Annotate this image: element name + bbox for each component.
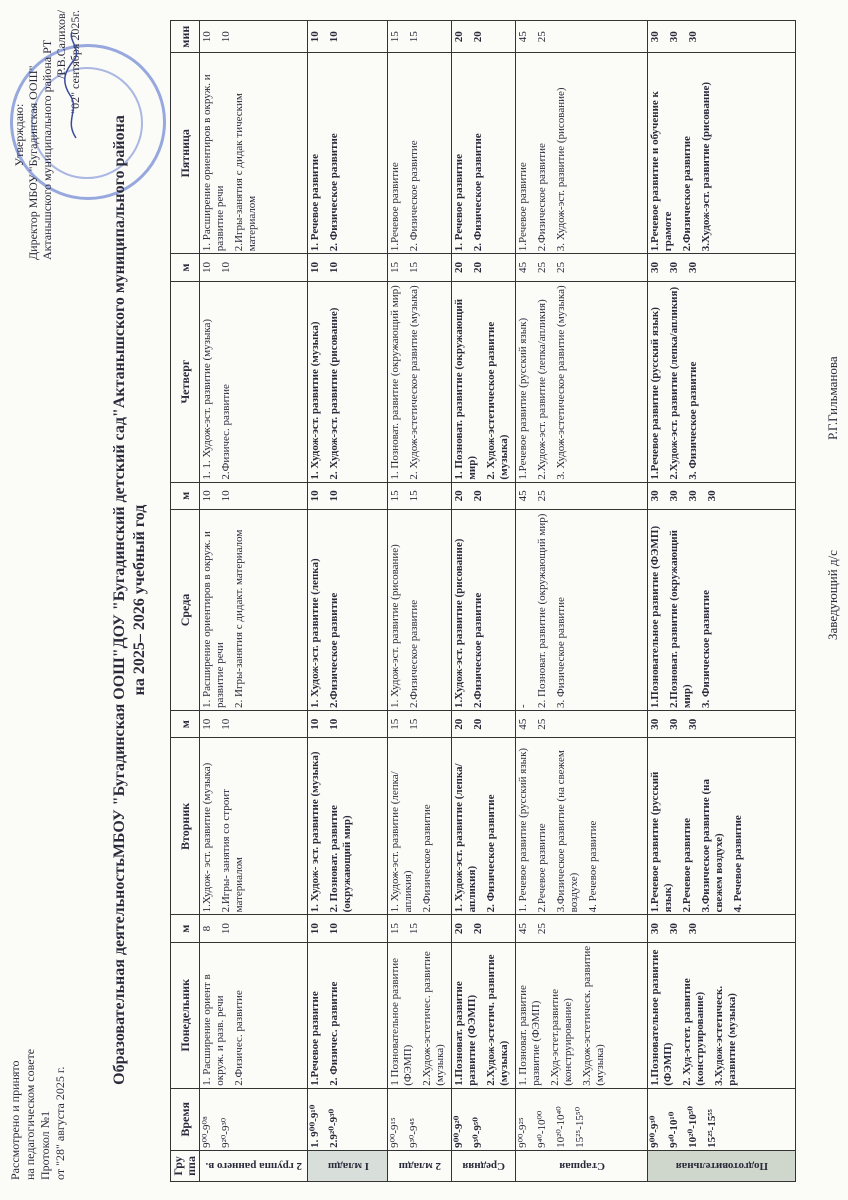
time-cell-line: 9³⁰-9⁴⁵ [408,1117,420,1148]
minutes-cell-wed-line: 15 [408,490,420,502]
time-cell [516,1088,648,1150]
schedule-table [170,20,796,1182]
time-cell-line: 9⁰⁰-9¹⁵ [389,1117,401,1148]
activity-cell-fri-line: 1. Речевое развитие [309,154,321,252]
time-cell-line: 9⁴⁰-10⁰⁰ [536,1110,548,1148]
activity-cell-tue-line: 2. Позноват. развитие (окружающий мир) [328,805,353,913]
activity-cell-mon-line: 1.Позноват. развитие развитие (ФЭМП) [453,981,478,1086]
minutes-cell-mon [200,915,308,943]
minutes-cell-thu-line: 30 [687,261,699,273]
activity-cell-mon-line: 3.Худож-эстетическ. развитие (музыка) [581,945,606,1086]
activity-cell-thu [452,281,516,482]
activity-cell-mon [516,942,648,1088]
minutes-cell-thu-line: 10 [328,261,340,273]
activity-cell-tue-line: 2.Речевое развитие [681,817,693,913]
activity-cell-mon-line: 2.Худож-эстетич. развитие (музыка) [485,954,510,1086]
minutes-cell-mon-line: 20 [472,923,484,935]
minutes-cell-fri [452,21,516,53]
activity-cell-thu-line: 3. Физическое развитие [687,361,699,480]
note-line: на педагогическом совете [23,1048,37,1180]
activity-cell-fri-line: 2. Физическое развитие [408,140,420,252]
minutes-cell-tue [648,710,796,738]
activity-cell-fri [388,53,452,254]
activity-cell-thu [648,281,796,482]
activity-cell-mon [388,942,452,1088]
minutes-cell-tue-line: 30 [687,718,699,730]
approve-line: /Р.В.Салихов/ [54,10,68,79]
activity-cell-tue [200,738,308,915]
minutes-cell-tue-line: 45 [517,718,529,730]
activity-cell-wed-line: 1. Худож-эст. развитие (лепка) [309,558,321,708]
time-cell-line: 15²⁵-15⁵⁰ [574,1106,586,1148]
table-row [308,21,388,1182]
minutes-cell-mon-line: 20 [453,923,465,935]
minutes-cell-mon [388,915,452,943]
time-cell [308,1088,388,1150]
minutes-cell-thu [452,254,516,282]
activity-cell-mon-line: 2. Худ-эстет. развитие (конструирование) [681,978,706,1086]
time-cell-line: 9⁰⁰-9⁰⁸ [201,1116,213,1148]
activity-cell-thu-line: 1.Речевое развитие (русский язык) [517,317,529,480]
activity-cell-fri-line: 3.Худож-эст. развитие (рисование) [700,81,712,252]
activity-cell-thu-line: 3. Худож-эстетическое развитие (музыка) [555,285,567,480]
note-line: Рассмотрено и принято [8,1060,22,1180]
activity-cell-wed-line: 2.Позноват. развитие (окружающий мир) [668,530,693,708]
col-header: м [171,915,200,943]
activity-cell-wed [516,510,648,711]
minutes-cell-wed [452,482,516,510]
minutes-cell-fri-line: 10 [309,31,321,43]
time-cell-line: 9⁰⁰-9³⁰ [649,1115,661,1148]
activity-cell-mon [648,942,796,1088]
time-cell-line: 9³⁰-9⁵⁰ [472,1117,484,1148]
col-header: Среда [171,510,200,711]
col-header: Вторник [171,738,200,915]
activity-cell-fri [200,53,308,254]
activity-cell-mon [452,942,516,1088]
approve-line: "02" сентября 2025г. [68,10,82,114]
time-cell-line: 9⁴⁰-10¹⁰ [668,1111,680,1148]
activity-cell-tue-line: 3.Физическое развитие (на свежем воздухе) [700,778,725,913]
activity-cell-fri-line: 2. Физическое развитие [328,133,340,252]
activity-cell-tue-line: 1.Худож- эст. развитие (музыка) [201,762,213,913]
table-row [388,21,452,1182]
activity-cell-wed-line: 1.Позновательное развитие (ФЭМП) [649,525,661,708]
minutes-cell-tue-line: 10 [328,718,340,730]
activity-cell-wed-line: 2. Позноват. развитие (окружающий мир) [536,513,548,708]
minutes-cell-mon-line: 8 [201,925,213,932]
activity-cell-fri-line: 2.Игры-занятия с дидак тическим материалом [233,93,258,252]
time-cell [200,1088,308,1150]
activity-cell-tue-line: 4. Речевое развитие [732,815,744,913]
table-row [200,21,308,1182]
minutes-cell-fri-line: 25 [536,31,548,43]
activity-cell-fri [648,53,796,254]
col-header: Понедельник [171,942,200,1088]
col-header: Пятница [171,53,200,254]
col-header: Время [171,1088,200,1150]
col-header: м [171,710,200,738]
minutes-cell-fri-line: 10 [201,31,213,43]
time-cell-line: 1. 9⁰⁰-9¹⁰ [309,1104,321,1148]
activity-cell-thu-line: 2. Худож-эстетическое развитие (музыка) [485,321,510,480]
activity-cell-mon [308,942,388,1088]
minutes-cell-wed-line: 45 [517,490,529,502]
activity-cell-mon-line: 2.Худож-эстетичес. развитие (музыка) [421,951,446,1086]
minutes-cell-fri-line: 20 [472,31,484,43]
activity-cell-mon-line: 3.Худож-эстетическ. развитие (музыка) [713,985,738,1086]
minutes-cell-tue-line: 30 [649,718,661,730]
group-name: Подготовительная [648,1150,796,1181]
col-header: Четверг [171,281,200,482]
minutes-cell-tue-line: 30 [668,718,680,730]
minutes-cell-tue-line: 15 [389,718,401,730]
minutes-cell-thu-line: 30 [649,261,661,273]
time-cell-line: 10²⁰-10⁵⁰ [687,1106,699,1148]
time-cell-line: 15²⁵-15⁵⁵ [706,1109,718,1148]
group-name: 2 группа раннего в. [200,1150,308,1181]
activity-cell-tue [648,738,796,915]
activity-cell-tue [516,738,648,915]
minutes-cell-fri [388,21,452,53]
minutes-cell-thu-line: 10 [201,261,213,273]
activity-cell-fri-line: 1. Расширение ориентиров в окруж. и развитие речи [201,74,226,252]
activity-cell-tue-line: 4. Речевое развитие [587,820,599,913]
title-line2: на 2025– 2026 учебный год [131,504,148,696]
minutes-cell-wed-line: 25 [536,490,548,502]
activity-cell-fri [516,53,648,254]
minutes-cell-mon-line: 10 [328,923,340,935]
footer-label: Заведующий д/с [825,550,840,640]
minutes-cell-fri-line: 45 [517,31,529,43]
activity-cell-thu [200,281,308,482]
minutes-cell-mon-line: 30 [668,923,680,935]
minutes-cell-mon [452,915,516,943]
minutes-cell-thu [648,254,796,282]
signature-icon [62,30,82,140]
activity-cell-tue-line: 2.Речевое развитие [536,823,548,913]
activity-cell-mon-line: 2.Физичес. развитие [233,990,245,1086]
approve-line: Утверждаю: [12,103,26,167]
minutes-cell-wed [648,482,796,510]
activity-cell-tue-line: 2.Игры- занятия со строит материалом [220,789,245,913]
minutes-cell-wed-line: 20 [453,490,465,502]
group-name: Старшая [516,1150,648,1181]
approval-note [8,1049,68,1180]
col-header: м [171,254,200,282]
activity-cell-thu-line: 2.Физичес. развитие [220,384,232,480]
minutes-cell-tue [388,710,452,738]
activity-cell-mon-line: 1 Позновательное развитие (ФЭМП) [389,957,414,1086]
group-name: I младш [308,1150,388,1181]
footer-name: Р.Г.Гильманова [825,356,840,440]
minutes-cell-thu-line: 15 [408,261,420,273]
approve-line: Директор МБОУ "Бугадинская ООШ" [26,65,40,260]
activity-cell-thu [388,281,452,482]
minutes-cell-mon-line: 15 [389,923,401,935]
time-cell-line: 2.9²⁰-9³⁰ [328,1108,340,1148]
activity-cell-thu [516,281,648,482]
activity-cell-wed [388,510,452,711]
activity-cell-tue-line: 2. Физическое развитие [485,794,497,913]
col-header: Гру ппа [171,1150,200,1181]
activity-cell-thu-line: 1. Позноват. развитие (окружающий мир) [453,298,478,480]
minutes-cell-tue-line: 25 [536,718,548,730]
activity-cell-tue-line: 1. Речевое развитие (русский язык) [517,747,529,913]
activity-cell-wed [308,510,388,711]
minutes-cell-wed-line: 30 [687,490,699,502]
minutes-cell-wed-line: 10 [328,490,340,502]
minutes-cell-wed-line: 15 [389,490,401,502]
activity-cell-thu-line: 1. Позноват. развитие (окружающий мир) [389,285,401,480]
minutes-cell-tue-line: 20 [453,718,465,730]
minutes-cell-mon-line: 30 [649,923,661,935]
activity-cell-wed [200,510,308,711]
minutes-cell-fri-line: 15 [389,31,401,43]
activity-cell-mon-line: 1.Позновательное развитие (ФЭМП) [649,949,674,1086]
minutes-cell-wed-line: 30 [649,490,661,502]
minutes-cell-tue [200,710,308,738]
title-line1: Образовательная деятельностьМБОУ "Бугадинская ООШ"ДОУ "Бугадинский детский сад"Актанышского муниципального района [111,115,128,1085]
minutes-cell-wed-line: 10 [220,490,232,502]
minutes-cell-fri [648,21,796,53]
table-row [452,21,516,1182]
minutes-cell-tue-line: 15 [408,718,420,730]
activity-cell-tue-line: 3.Физическое развитие (на свежем воздухе) [555,750,580,913]
minutes-cell-tue [452,710,516,738]
minutes-cell-mon [516,915,648,943]
minutes-cell-wed [388,482,452,510]
minutes-cell-fri-line: 10 [328,31,340,43]
activity-cell-fri-line: 1.Речевое развитие [389,162,401,252]
minutes-cell-fri-line: 30 [687,31,699,43]
activity-cell-mon-line: 1. Расширение ориент в окруж. и разв. речи [201,974,226,1086]
activity-cell-mon [200,942,308,1088]
activity-cell-wed-line: 1. Худож-эст. развитие (рисование) [389,544,401,708]
note-line: Протокол №1 [38,1110,52,1180]
activity-cell-thu-line: 2.Худож-эст. развитие (лепка/апликия) [668,286,680,480]
activity-cell-fri-line: 2.Физическое развитие [681,136,693,252]
activity-cell-wed-line: 1. Расширение ориентиров в окруж. и развитие речи [201,531,226,708]
minutes-cell-fri [308,21,388,53]
minutes-cell-thu-line: 20 [453,261,465,273]
activity-cell-wed-line: 2.Физическое развитие [328,592,340,708]
activity-cell-mon-line: 2. Физичес. развитие [328,981,340,1086]
minutes-cell-mon [648,915,796,943]
activity-cell-wed-line: - [517,704,529,708]
activity-cell-fri-line: 2.Физическое развитие [536,143,548,252]
activity-cell-thu-line: 2.Худож-эст. развитие (лепка/апликия) [536,299,548,480]
activity-cell-tue-line: 1. Худож- эст. развитие (музыка) [309,751,321,913]
time-cell-line: 10²⁰-10⁴⁰ [555,1106,567,1148]
minutes-cell-thu [516,254,648,282]
minutes-cell-thu-line: 20 [472,261,484,273]
time-cell-line: 9²⁰-9³⁰ [220,1117,232,1148]
activity-cell-wed-line: 1.Худож-эст. развитие (рисование) [453,538,465,708]
activity-cell-thu-line: 2. Худож-эст. развитие (рисование) [328,307,340,480]
activity-cell-wed [452,510,516,711]
activity-cell-wed-line: 2.Физическое развитие [472,592,484,708]
minutes-cell-mon-line: 30 [687,923,699,935]
minutes-cell-fri-line: 10 [220,31,232,43]
table-row [516,21,648,1182]
table-header-row [171,21,200,1182]
activity-cell-wed [648,510,796,711]
col-header: м [171,482,200,510]
minutes-cell-tue-line: 20 [472,718,484,730]
minutes-cell-fri-line: 15 [408,31,420,43]
minutes-cell-thu-line: 10 [309,261,321,273]
minutes-cell-thu-line: 45 [517,261,529,273]
minutes-cell-mon-line: 25 [536,923,548,935]
activity-cell-thu-line: 1.Речевое развитие (русский язык) [649,307,661,480]
minutes-cell-mon-line: 15 [408,923,420,935]
activity-cell-tue [452,738,516,915]
minutes-cell-wed-line: 20 [472,490,484,502]
activity-cell-fri-line: 2. Физическое развитие [472,133,484,252]
minutes-cell-fri [200,21,308,53]
minutes-cell-tue-line: 10 [220,718,232,730]
minutes-cell-mon-line: 10 [309,923,321,935]
activity-cell-mon-line: 1.Речевое развитие [309,991,321,1086]
minutes-cell-wed [200,482,308,510]
minutes-cell-tue [516,710,648,738]
minutes-cell-thu-line: 10 [220,261,232,273]
activity-cell-fri-line: 3. Худож-эст. развитие (рисование) [555,87,567,252]
minutes-cell-thu-line: 25 [555,261,567,273]
activity-cell-thu [308,281,388,482]
minutes-cell-wed-line: 10 [309,490,321,502]
activity-cell-wed-line: 2.Физическое развитие [408,599,420,708]
group-name: 2 младш [388,1150,452,1181]
minutes-cell-wed-line: 30 [706,490,718,502]
activity-cell-tue [308,738,388,915]
activity-cell-thu-line: 1. 1. Худож-эст. развитие (музыка) [201,318,213,480]
minutes-cell-thu-line: 30 [668,261,680,273]
activity-cell-tue-line: 1. Худож-эст. развитие (лепка/апликия) [389,771,414,913]
time-cell [388,1088,452,1150]
minutes-cell-wed [516,482,648,510]
minutes-cell-fri-line: 30 [668,31,680,43]
group-name: Средняя [452,1150,516,1181]
time-cell-line: 9⁰⁰-9²⁵ [517,1117,529,1148]
minutes-cell-mon-line: 10 [220,923,232,935]
activity-cell-tue-line: 1. Худож-эст. развитие (лепка/апликия) [453,763,478,913]
minutes-cell-mon [308,915,388,943]
activity-cell-fri-line: 1.Речевое развитие и обучение к грамоте [649,91,674,252]
activity-cell-tue-line: 1.Речевое развитие (русский язык) [649,771,674,913]
activity-cell-thu-line: 1. Худож-эст. развитие (музыка) [309,321,321,480]
activity-cell-fri-line: 1. Речевое развитие [453,154,465,252]
minutes-cell-thu [308,254,388,282]
minutes-cell-tue [308,710,388,738]
minutes-cell-wed-line: 30 [668,490,680,502]
minutes-cell-thu [388,254,452,282]
approve-line: Актанышского муниципального района РТ [40,39,54,260]
time-cell [452,1088,516,1150]
note-line: от "28" августа 2025 г. [53,1066,67,1180]
minutes-cell-thu-line: 15 [389,261,401,273]
minutes-cell-thu-line: 25 [536,261,548,273]
minutes-cell-tue-line: 10 [309,718,321,730]
time-cell-line: 9⁰⁰-9²⁰ [453,1115,465,1148]
activity-cell-fri [452,53,516,254]
minutes-cell-fri-line: 30 [649,31,661,43]
minutes-cell-fri-line: 20 [453,31,465,43]
activity-cell-tue-line: 2.Физическое развитие [421,804,433,913]
col-header: мин [171,21,200,53]
table-row [648,21,796,1182]
activity-cell-tue [388,738,452,915]
activity-cell-fri [308,53,388,254]
minutes-cell-wed-line: 10 [201,490,213,502]
activity-cell-wed-line: 3. Физическое развитие [555,597,567,708]
document-title [110,40,150,1160]
activity-cell-wed-line: 3. Физическое развитие [700,590,712,708]
activity-cell-thu-line: 2. Худож-эстетическое развитие (музыка) [408,285,420,480]
time-cell [648,1088,796,1150]
activity-cell-wed-line: 2. Игры-занятия с дидакт. материалом [233,529,245,708]
activity-cell-fri-line: 1.Речевое развитие [517,162,529,252]
activity-cell-mon-line: 1. Позноват. развитие развитие (ФЭМП) [517,985,542,1086]
activity-cell-mon-line: 2.Худ-эстет.развитие (конструирование) [549,989,574,1086]
minutes-cell-fri [516,21,648,53]
minutes-cell-thu [200,254,308,282]
minutes-cell-tue-line: 10 [201,718,213,730]
minutes-cell-wed [308,482,388,510]
minutes-cell-mon-line: 45 [517,923,529,935]
